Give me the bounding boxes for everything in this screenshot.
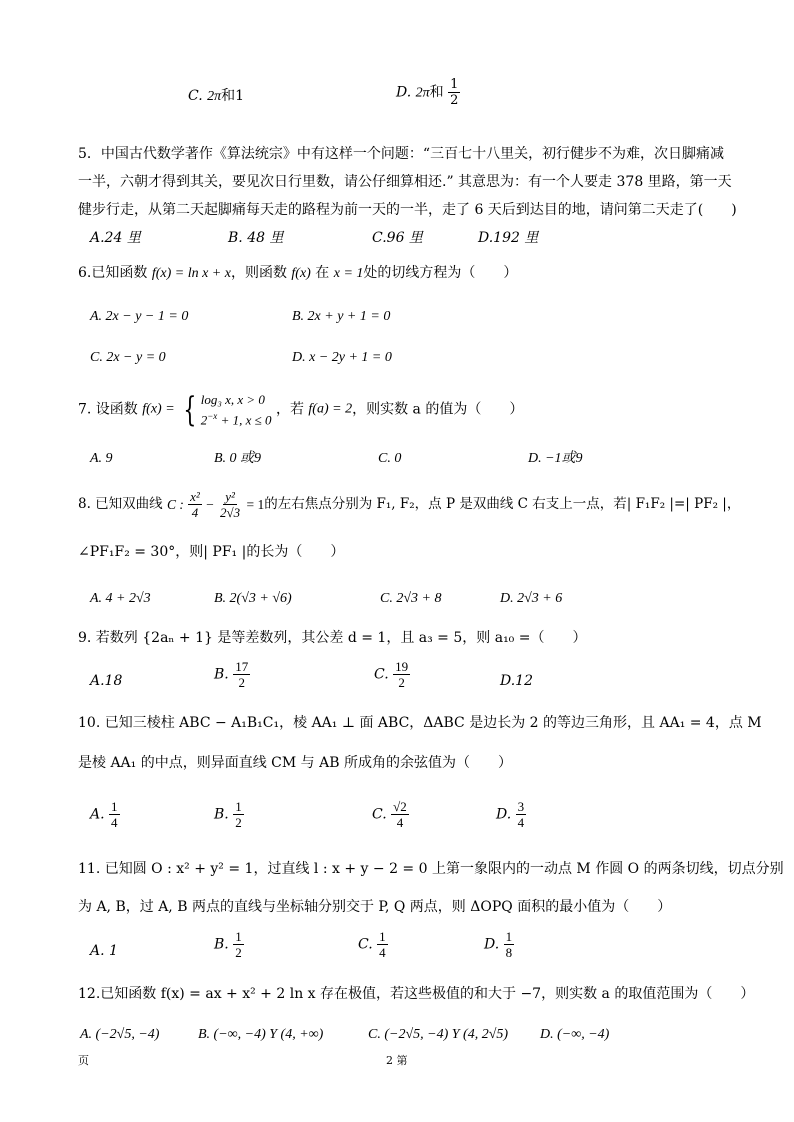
q10-d-num: 3 [517, 799, 525, 814]
q10-option-a [90, 800, 120, 829]
q9-b-den: 2 [238, 675, 245, 690]
q9-b-fraction [233, 660, 250, 689]
q10-b-label: B. [214, 806, 229, 823]
q7-case2-base: 2 [200, 411, 208, 427]
q11-c-label: C. [358, 936, 373, 953]
q4-option-d-label: D. [396, 84, 412, 101]
q10-option-c [372, 800, 409, 829]
q11-d-label: D. [484, 936, 500, 953]
q9-c-label: C. [374, 666, 389, 683]
q10-a-num: 1 [111, 799, 118, 814]
q10-b-fraction [233, 800, 244, 829]
q10-d-den: 4 [517, 815, 525, 830]
q7-option-b: B. 0 或9 [214, 451, 262, 466]
q7-case2-exp: −x [207, 410, 218, 421]
q10-b-num: 1 [235, 799, 242, 814]
q11-option-d [484, 930, 514, 959]
footer-left: 页 [78, 1054, 89, 1067]
q8-den-x: 4 [191, 505, 199, 520]
q5-option-b: B. 48 里 [228, 230, 284, 246]
q8-num-y: y² [225, 489, 235, 504]
q8-option-a: A. 4 + 2√3 [90, 591, 151, 606]
q5-option-c: C.96 里 [372, 230, 423, 246]
q4-option-d-expr: 2π [415, 85, 430, 101]
q8-minus: − [206, 496, 214, 512]
q7-option-c: C. 0 [378, 451, 402, 466]
q4-option-c-text: 和1 [221, 88, 245, 104]
q11-c-num: 1 [379, 929, 386, 944]
q11-b-label: B. [214, 936, 229, 953]
q10-c-num: √2 [393, 799, 407, 814]
q11-d-fraction [504, 930, 515, 959]
q11-c-fraction [377, 930, 388, 959]
q4-d-den: 2 [450, 93, 459, 108]
q8-curve-label: C : [166, 496, 184, 512]
q7-suffix: ，则实数 a 的值为（ ） [352, 401, 524, 418]
q8-num-x: x² [190, 489, 200, 504]
q7-mid: ，若 [275, 401, 304, 418]
q4-d-num: 1 [450, 77, 459, 92]
q11-c-den: 4 [379, 945, 386, 960]
q11-b-fraction [233, 930, 244, 959]
q8-option-d: D. 2√3 + 6 [500, 591, 563, 606]
q8-equals: = 1 [246, 496, 265, 512]
q10-b-den: 2 [235, 815, 242, 830]
q6-prefix: 6.已知函数 [78, 265, 148, 281]
q9-stem: 9. 若数列 {2aₙ + 1} 是等差数列，其公差 d = 1，且 a₃ = 5，则 a₁₀ =（ ） [78, 630, 587, 646]
q10-option-d [496, 800, 526, 829]
q4-option-c-expr: 2π [207, 89, 222, 104]
q10-d-label: D. [496, 806, 512, 823]
q6-option-d: D. x − 2y + 1 = 0 [292, 350, 392, 365]
q9-option-b [214, 660, 250, 689]
q11-b-num: 1 [235, 929, 242, 944]
q10-line2: 是棱 AA₁ 的中点，则异面直线 CM 与 AB 所成角的余弦值为（ ） [78, 755, 512, 771]
q8-stem [78, 490, 740, 519]
q6-mid1: ，则函数 [230, 265, 287, 281]
q10-c-den: 4 [396, 815, 404, 830]
q4-option-c [188, 89, 244, 104]
q7-option-d: D. −1或9 [528, 451, 583, 466]
q11-option-c [358, 930, 388, 959]
q12-line1: 12.已知函数 f(x) = ax + x² + 2 ln x 存在极值，若这些极值的和大于 −7，则实数 a 的取值范围为（ ） [78, 986, 755, 1002]
q4-option-d-fraction [448, 78, 460, 107]
q11-d-den: 8 [505, 945, 513, 960]
q6-suffix: 处的切线方程为（ ） [363, 265, 518, 281]
q6-point: x = 1 [333, 266, 364, 281]
q5-option-a: A.24 里 [90, 230, 141, 246]
q9-b-label: B. [214, 666, 229, 683]
q10-d-fraction [516, 800, 527, 829]
q10-line1: 10. 已知三棱柱 ABC − A₁B₁C₁，棱 AA₁ ⊥ 面 ABC，ΔABC 是边长为 2 的等边三角形，且 AA₁ = 4，点 M [78, 715, 762, 731]
q8-line2: ∠PF₁F₂ = 30°，则| PF₁ |的长为（ ） [78, 544, 345, 560]
q8-option-c: C. 2√3 + 8 [380, 591, 442, 606]
q11-option-a: A. 1 [90, 943, 118, 959]
q9-c-fraction [393, 660, 410, 689]
q6-option-a: A. 2x − y − 1 = 0 [90, 309, 189, 324]
q12-option-c: C. (−2√5, −4) Y (4, 2√5) [368, 1027, 509, 1042]
q7-stem [78, 390, 523, 429]
q5-line3: 健步行走，从第二天起脚痛每天走的路程为前一天的一半，走了 6 天后到达目的地，请问第二天走了( ) [78, 202, 737, 218]
q12-option-b: B. (−∞, −4) Y (4, +∞) [198, 1027, 324, 1042]
q8-fraction-y [218, 490, 242, 519]
q4-option-c-label: C. [188, 88, 203, 104]
q10-a-label: A. [90, 806, 105, 823]
q7-function: f(x) = [142, 401, 175, 417]
q7-prefix: 7. 设函数 [78, 401, 138, 418]
q6-option-c: C. 2x − y = 0 [90, 350, 166, 365]
q7-case2-rest: + 1, x ≤ 0 [220, 411, 272, 427]
q12-option-d: D. (−∞, −4) [540, 1027, 610, 1042]
q5-option-d: D.192 里 [478, 230, 539, 246]
q8-option-b: B. 2(√3 + √6) [214, 591, 292, 606]
q9-option-a: A.18 [90, 673, 123, 689]
q6-function: f(x) = ln x + x [151, 266, 231, 281]
q7-piecewise [201, 390, 272, 429]
q10-a-den: 4 [111, 815, 118, 830]
q10-option-b [214, 800, 244, 829]
q10-c-fraction [391, 800, 409, 829]
q5-line2: 一半，六朝才得到其关，要见次日行里数，请公仔细算相还.” 其意思为：有一个人要走 378 里路，第一天 [78, 174, 732, 190]
q11-b-den: 2 [235, 945, 242, 960]
q9-b-num: 17 [235, 659, 249, 674]
q9-c-den: 2 [398, 675, 405, 690]
q4-option-d-text: 和 [429, 84, 444, 101]
q6-mid2: 在 [315, 265, 330, 281]
q12-option-a: A. (−2√5, −4) [80, 1027, 160, 1042]
q10-c-label: C. [372, 806, 387, 823]
q8-den-y: 2√3 [220, 505, 241, 520]
q9-option-d: D.12 [500, 673, 533, 689]
footer-page-number: 2 第 [386, 1054, 408, 1067]
q11-line2: 为 A, B，过 A, B 两点的直线与坐标轴分别交于 P, Q 两点，则 ΔOPQ 面积的最小值为（ ） [78, 899, 672, 915]
q10-a-fraction [109, 800, 120, 829]
q6-option-b: B. 2x + y + 1 = 0 [292, 309, 391, 324]
q8-mid: 的左右焦点分别为 F₁, F₂，点 P 是双曲线 C 右支上一点，若| F₁F₂ |=| PF₂ |， [264, 495, 741, 512]
q4-option-d [396, 78, 460, 107]
q5-line1: 5．中国古代数学著作《算法统宗》中有这样一个问题：“三百七十八里关，初行健步不为难，次日脚痛减 [78, 146, 725, 162]
q7-condition: f(a) = 2 [308, 401, 353, 417]
q7-case2 [201, 410, 272, 430]
q8-fraction-x [188, 490, 202, 519]
q11-option-b [214, 930, 244, 959]
q7-option-a: A. 9 [90, 451, 113, 466]
q6-function-ref: f(x) [291, 266, 311, 281]
q7-case1: log₃ x, x > 0 [200, 392, 265, 407]
q9-c-num: 19 [395, 659, 409, 674]
q8-prefix: 8. 已知双曲线 [78, 495, 163, 512]
q6-stem [78, 266, 517, 281]
q7-brace: { [183, 389, 197, 430]
q11-d-num: 1 [505, 929, 513, 944]
q11-line1: 11. 已知圆 O : x² + y² = 1，过直线 l : x + y − 2 = 0 上第一象限内的一动点 M 作圆 O 的两条切线，切点分别 [78, 861, 784, 877]
q9-option-c [374, 660, 410, 689]
